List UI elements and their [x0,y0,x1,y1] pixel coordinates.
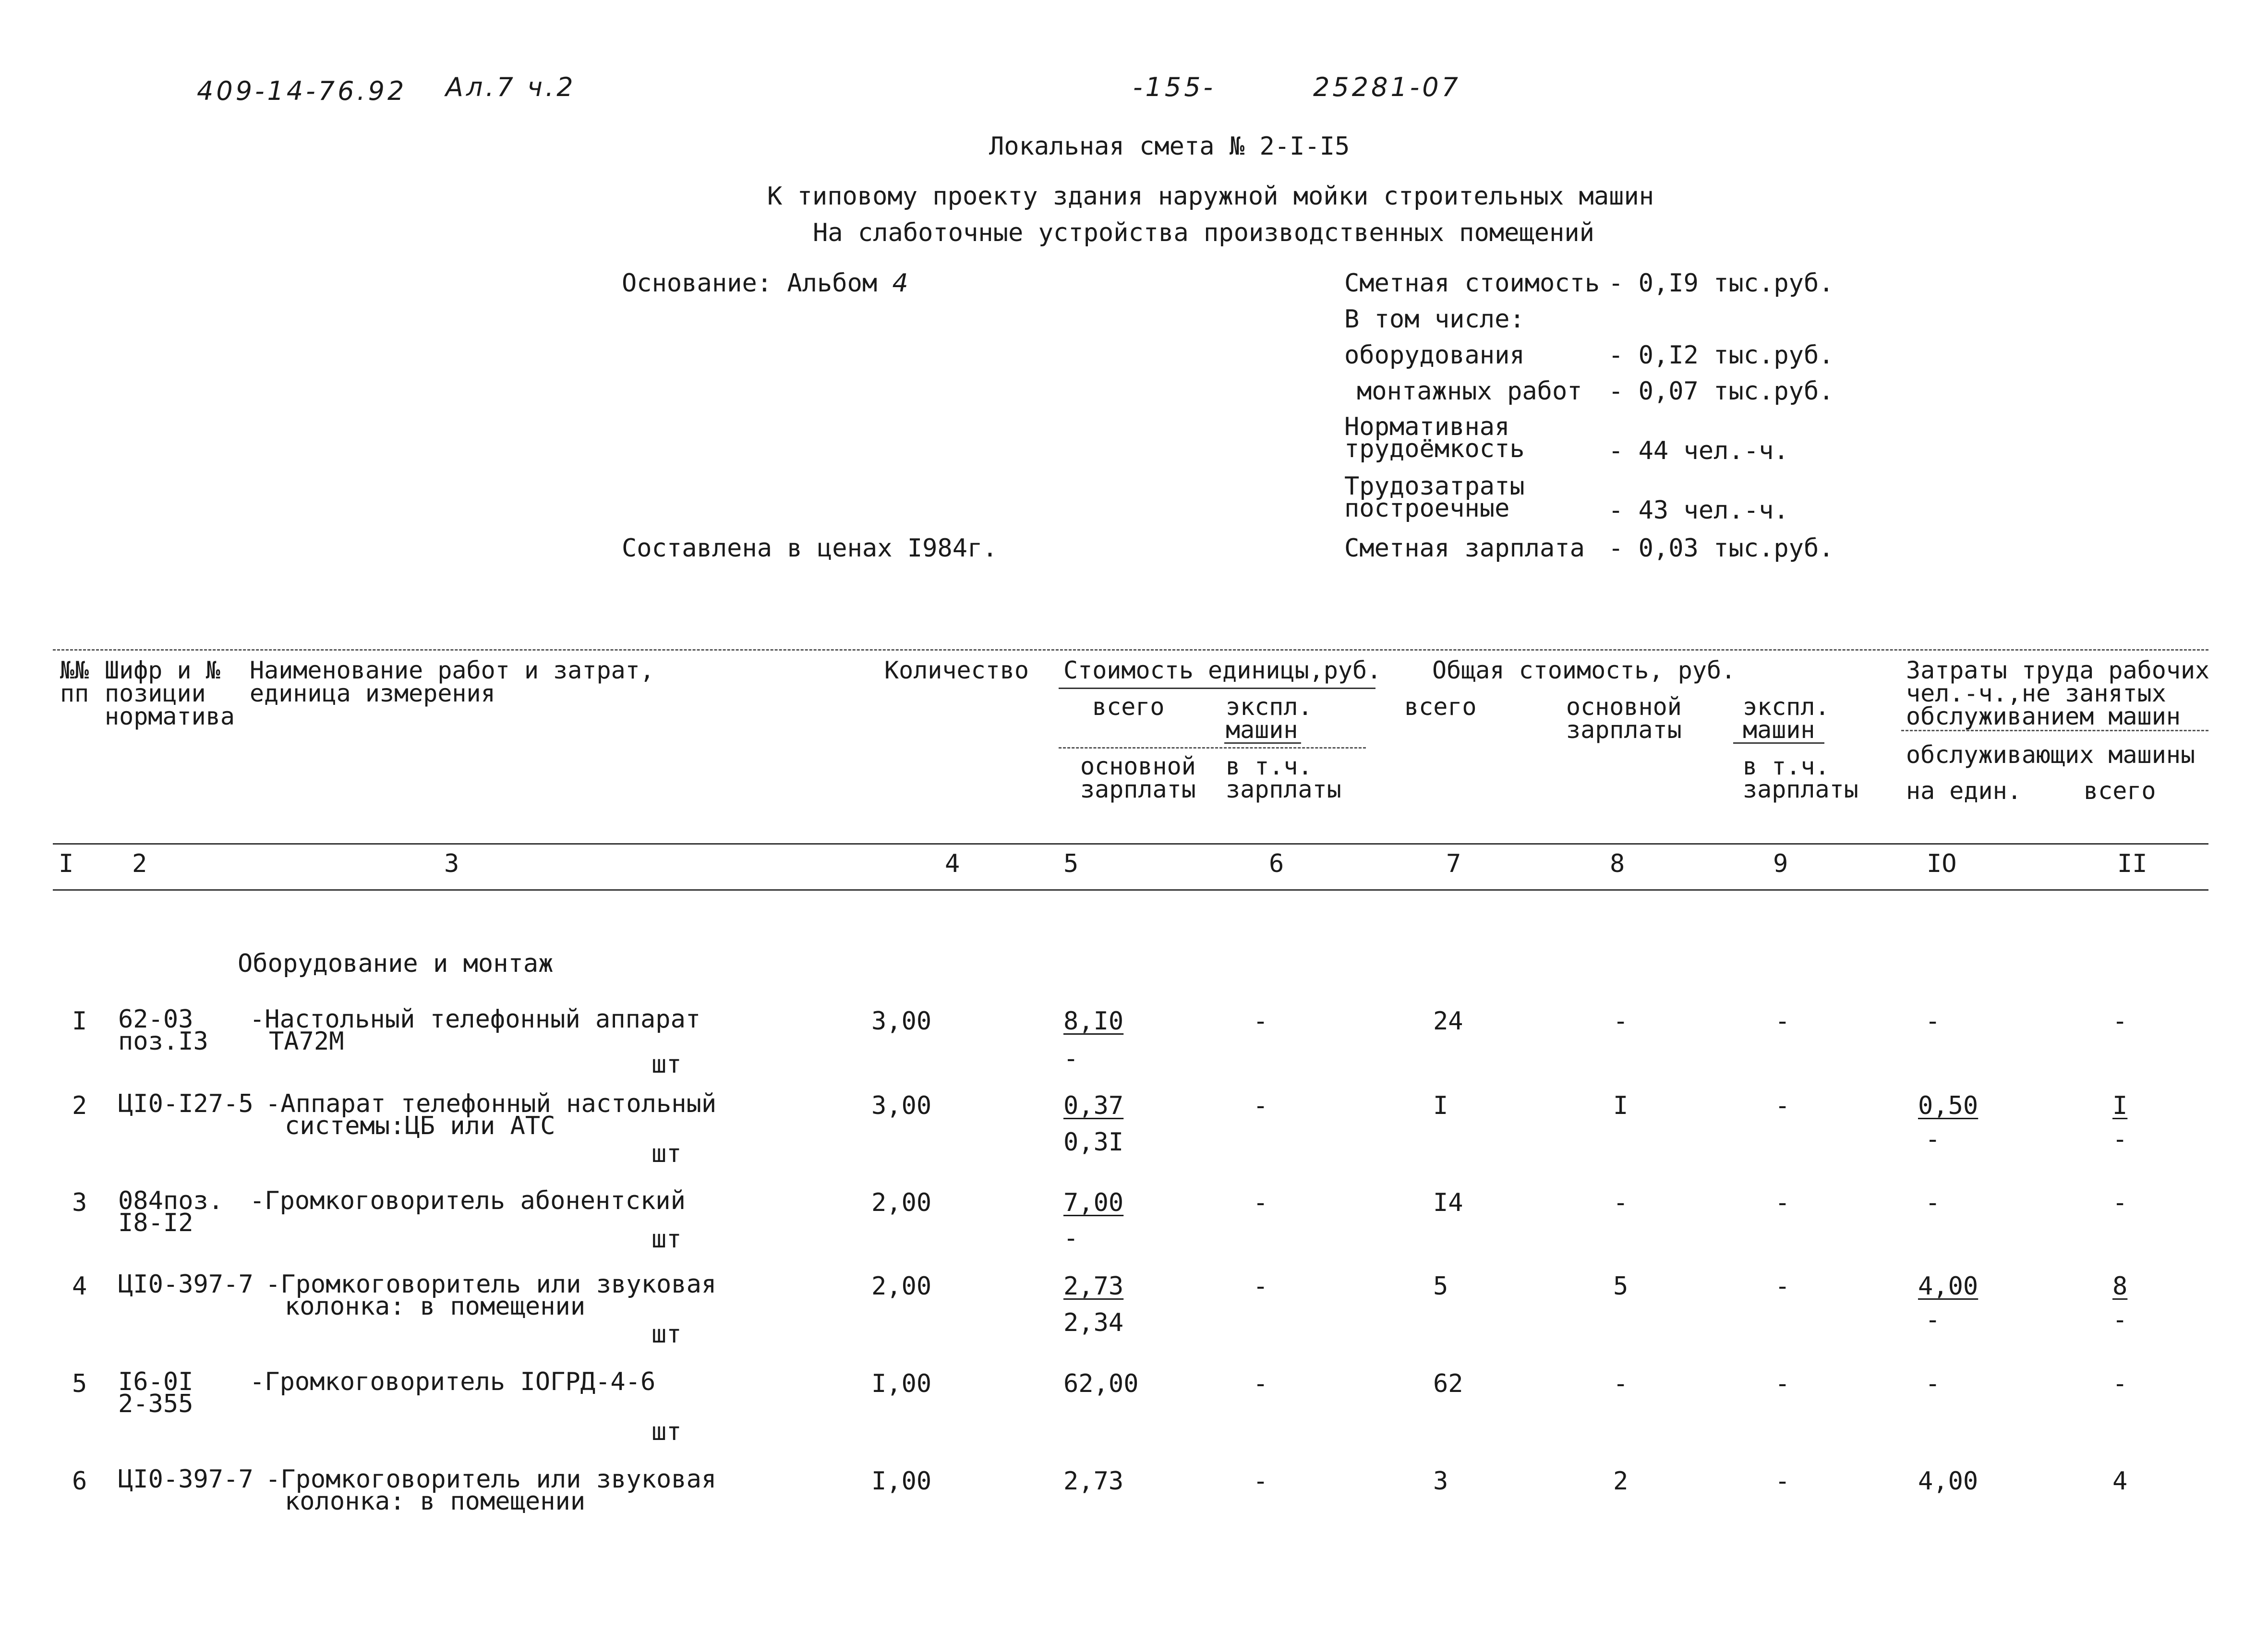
row-total: 3 [1433,1467,1448,1496]
row-unit-total: 62,00 [1063,1369,1139,1398]
row-unit-total: 7,00 [1063,1188,1124,1217]
row-number: 5 [72,1369,87,1398]
col-num-11: II [2117,849,2147,878]
table-row [0,1270,2268,1360]
row-qty: 3,00 [871,1091,932,1120]
column-number-rule [53,889,2208,891]
row-labor-unit: 4,00 [1918,1272,1978,1301]
col-header-code: Шифр и № позиции норматива [105,656,235,730]
row-total-wage: - [1613,1369,1629,1398]
row-unit: шт [651,1225,682,1254]
col-num-8: 8 [1610,849,1625,878]
row-number: 3 [72,1188,87,1217]
row-qty: 3,00 [871,1007,932,1036]
price-level-note: Составлена в ценах I984г. [622,534,998,563]
row-total: 5 [1433,1272,1448,1301]
summary-labor-value: - 43 чел.-ч. [1608,496,1789,525]
row-code: ЦI0-I27-5 [118,1089,253,1118]
col-header-c9: экспл. машин [1743,693,1830,744]
row-total-mach: - [1775,1188,1790,1217]
summary-norm-value: - 44 чел.-ч. [1608,436,1789,465]
row-labor-total-mach: - [2112,1125,2128,1154]
row-unit-mach: - [1253,1007,1268,1036]
summary-cost-value: - 0,I9 тыс.руб. [1608,269,1834,298]
col-header-c11: всего [2084,777,2156,805]
row-labor-total: I [2112,1091,2128,1120]
row-unit-total: 2,73 [1063,1467,1124,1496]
row-unit-total: 0,37 [1063,1091,1124,1120]
row-unit-total: 8,I0 [1063,1007,1124,1036]
row-number: 2 [72,1091,87,1120]
table-row [0,1089,2268,1179]
row-qty: 2,00 [871,1188,932,1217]
col-num-4: 4 [945,849,960,878]
summary-cost-label: Сметная стоимость [1344,269,1600,298]
row-labor-unit: 0,50 [1918,1091,1978,1120]
row-name: -Громкоговоритель IOГРД-4-6 [250,1367,656,1396]
row-unit: шт [651,1139,682,1168]
col-num-5: 5 [1063,849,1079,878]
row-unit-mach: - [1253,1272,1268,1301]
row-name: -Аппарат телефонный настольный системы:ЦБ или АТС [265,1089,717,1140]
col-header-c5-total: всего [1092,693,1165,721]
col-header-labor-sub: обслуживающих машины [1906,741,2196,769]
row-unit-wage: - [1063,1044,1079,1073]
album-number: 4 [892,269,908,298]
summary-norm-label: Нормативная трудоёмкость [1344,412,1525,463]
col-header-c10: на един. [1906,777,2022,805]
row-name: -Громкоговоритель или звуковая колонка: в помещении [265,1465,717,1516]
header-bottom-rule [53,843,2208,845]
project-title: К типовому проекту здания наружной мойки строительных машин [767,182,1654,211]
table-top-rule [53,649,2208,651]
unit-cost-rule [1059,688,1375,689]
row-code: 084поз. I8-I2 [118,1186,224,1237]
row-total-wage: - [1613,1188,1629,1217]
row-total: 24 [1433,1007,1463,1036]
row-number: 6 [72,1467,87,1496]
row-labor-unit-mach: - [1925,1125,1941,1154]
row-code: I6-0I 2-355 [118,1367,193,1418]
summary-mounting-label: монтажных работ [1357,377,1582,406]
row-total: I [1433,1091,1448,1120]
row-labor-total-mach: - [2112,1306,2128,1334]
row-name: -Громкоговоритель абонентский [250,1186,686,1215]
col-num-3: 3 [444,849,459,878]
row-labor-total: 8 [2112,1272,2128,1301]
row-labor-unit: - [1925,1188,1941,1217]
section-heading: Оборудование и монтаж [238,949,554,978]
summary-including-label: В том числе: [1344,305,1525,334]
row-total: I4 [1433,1188,1463,1217]
estimate-title: Локальная смета № 2-I-I5 [989,132,1350,161]
row-code: ЦI0-397-7 [118,1270,253,1299]
row-total-wage: 5 [1613,1272,1629,1301]
row-unit-wage: - [1063,1224,1079,1253]
col-header-labor: Затраты труда рабочих чел.-ч.,не занятых обслуживанием машин [1906,656,2210,730]
row-labor-total: - [2112,1369,2128,1398]
col-header-c7: всего [1404,693,1477,721]
unit-cost-sub-rule [1059,747,1366,749]
col-num-7: 7 [1446,849,1461,878]
table-row [0,1005,2268,1090]
handwritten-project-code: 409-14-76.92 [197,76,407,106]
row-unit-wage: 0,3I [1063,1128,1124,1157]
col-num-6: 6 [1269,849,1284,878]
row-total-mach: - [1775,1272,1790,1301]
row-number: I [72,1007,87,1036]
row-labor-total: - [2112,1188,2128,1217]
summary-wage-value: - 0,03 тыс.руб. [1608,534,1834,563]
row-unit-total: 2,73 [1063,1272,1124,1301]
row-labor-total: 4 [2112,1467,2128,1496]
row-total-mach: - [1775,1091,1790,1120]
col-header-c6: экспл. машин [1226,693,1313,744]
summary-mounting-value: - 0,07 тыс.руб. [1608,377,1834,406]
summary-equipment-label: оборудования [1344,341,1525,370]
row-number: 4 [72,1272,87,1301]
row-unit: шт [651,1417,682,1446]
row-name: -Громкоговоритель или звуковая колонка: в помещении [265,1270,717,1321]
basis-label: Основание: Альбом 4 [622,269,908,298]
handwritten-album-note: Ал.7 ч.2 [446,72,576,102]
col-num-10: IO [1927,849,1957,878]
col-header-number: №№ пп [60,656,89,707]
row-total-wage: - [1613,1007,1629,1036]
row-code: ЦI0-397-7 [118,1465,253,1494]
row-unit-mach: - [1253,1091,1268,1120]
col-header-c5-wage: основной зарплаты [1080,752,1196,803]
row-labor-unit: - [1925,1369,1941,1398]
row-total-wage: I [1613,1091,1629,1120]
col-num-2: 2 [132,849,147,878]
row-name: -Настольный телефонный аппарат ТА72М [250,1005,701,1056]
row-unit-mach: - [1253,1369,1268,1398]
col-header-c9-wage: в т.ч. зарплаты [1743,752,1858,803]
col-header-unit-cost: Стоимость единицы,руб. [1063,656,1382,684]
row-qty: I,00 [871,1467,932,1496]
page-number: -155- [1133,72,1216,102]
col-num-1: I [59,849,74,878]
col-header-quantity: Количество [884,656,1029,684]
project-subtitle: На слаботочные устройства производственных помещений [813,218,1594,247]
row-labor-total: - [2112,1007,2128,1036]
summary-equipment-value: - 0,I2 тыс.руб. [1608,341,1834,370]
table-row [0,1186,2268,1267]
row-total-wage: 2 [1613,1467,1629,1496]
row-unit-wage: 2,34 [1063,1308,1124,1337]
row-qty: I,00 [871,1369,932,1398]
row-labor-unit: 4,00 [1918,1467,1978,1496]
row-unit: шт [651,1050,682,1079]
row-total: 62 [1433,1369,1463,1398]
row-total-mach: - [1775,1369,1790,1398]
summary-labor-label: Трудозатраты построечные [1344,472,1525,523]
row-labor-unit-mach: - [1925,1306,1941,1334]
row-qty: 2,00 [871,1272,932,1301]
document-number: 25281-07 [1313,72,1461,102]
col-header-c6-wage: в т.ч. зарплаты [1226,752,1341,803]
row-unit: шт [651,1320,682,1349]
row-unit-mach: - [1253,1188,1268,1217]
row-unit-mach: - [1253,1467,1268,1496]
row-total-mach: - [1775,1467,1790,1496]
col-header-name: Наименование работ и затрат, единица измерения [250,656,654,707]
col-header-c8: основной зарплаты [1566,693,1682,744]
col-header-total-cost: Общая стоимость, руб. [1432,656,1736,684]
row-total-mach: - [1775,1007,1790,1036]
col-num-9: 9 [1773,849,1788,878]
row-code: 62-03 поз.I3 [118,1005,208,1056]
summary-wage-label: Сметная зарплата [1344,534,1585,563]
row-labor-unit: - [1925,1007,1941,1036]
table-row [0,1465,2268,1531]
table-row [0,1367,2268,1448]
